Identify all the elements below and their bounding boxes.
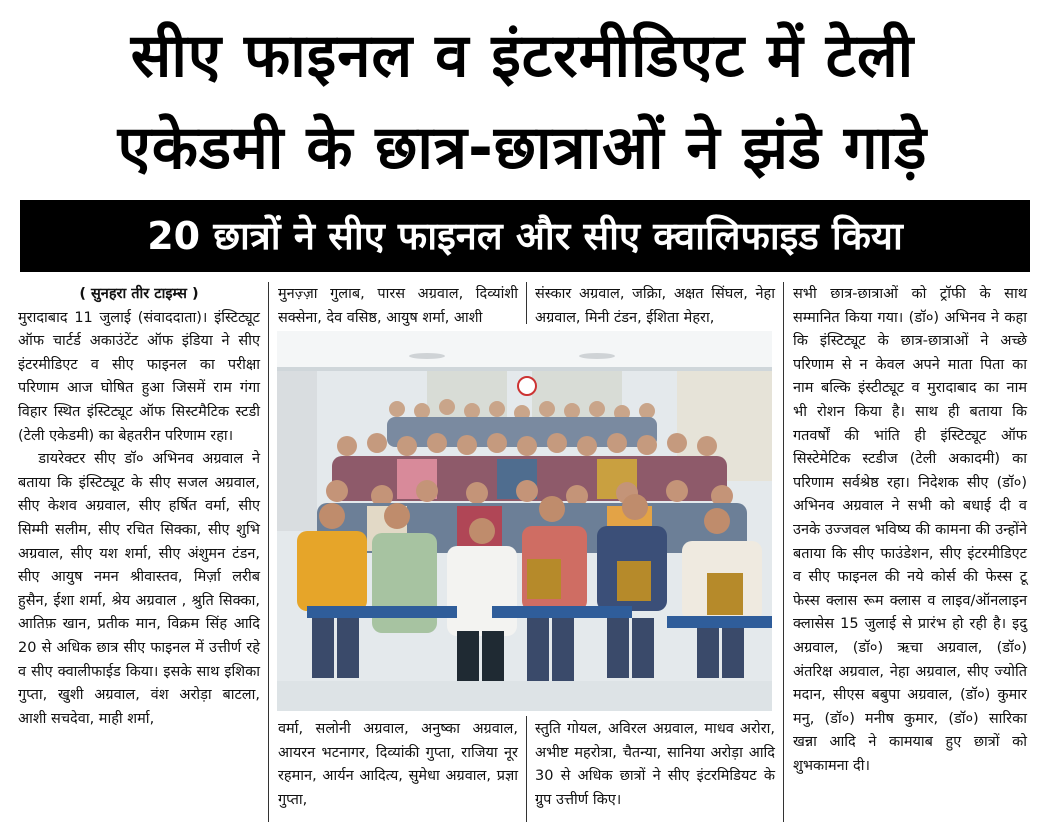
group-photo-illustration: [277, 331, 772, 711]
article-column-4: [793, 283, 1027, 778]
column-rule: [783, 282, 784, 822]
column-rule: [268, 282, 269, 822]
article-paragraph: मुरादाबाद 11 जुलाई (संवाददाता)। इंस्टिट्यूट ऑफ चार्टर्ड अकाउंटेंट ऑफ इंडिया ने सीए इंटरमीडिएट व सीए फाइनल का परीक्षा परिणाम आज घोषित हुआ जिसमें राम गंगा विहार स्थित इंस्टिट्यूट ऑफ सिस्टमैटिक स्टडी (टेली एकेडमी) का बेहतरीन परिणाम रहा।: [18, 309, 260, 444]
group-photo: [277, 331, 772, 711]
article-paragraph: सभी छात्र-छात्राओं को ट्रॉफी के साथ सम्मानित किया गया। (डॉ०) अभिनव ने कहा कि इंस्टिट्यूट के छात्र-छात्राओं ने अच्छे परिणाम से न केवल अपने माता पिता का नाम बल्कि इंस्टीट्यूट व मुरादाबाद का नाम भी रोशन किया है। साथ ही बताया कि गतवर्षों की भांति ही इंस्टिट्यूट ऑफ सिस्टेमेटिक स्टडीज (टेली अकादमी) का परिणाम सर्वश्रेष्ठ रहा। निदेशक सीए (डॉ०) अभिनव अग्रवाल ने सभी को बधाई दी व उनके उज्जवल भविष्य की कामना की उन्होंने बताया कि सीए फाउंडेशन, सीए इंटरमीडिएट व सीए फाइनल की नये कोर्स की फेस्स टू फेस्स क्लास रूम क्लास व लाइव/ऑनलाइन क्लासेस 15 जुलाई से प्रारंभ हो रही है। इदु अग्रवाल, (डॉ०) ऋचा अग्रवाल, (डॉ०) अंतरिक्ष अग्रवाल, नेहा अग्रवाल, सीए ज्योति मदान, सीएस बबुपा अग्रवाल, (डॉ०) कुमार मनु, (डॉ०) मनीष कुमार, (डॉ०) सारिका खन्ना आदि ने कामयाब हुए छात्रों को शुभकामना दी।: [793, 286, 1027, 774]
article-column-1: [18, 283, 260, 731]
headline-line-1: सीए फाइनल व इंटरमीडिएट में टेली: [130, 21, 915, 91]
article-column-2-bottom: [278, 718, 518, 812]
column-rule: [526, 282, 527, 324]
subheadline-banner: 20 छात्रों ने सीए फाइनल और सीए क्वालिफाइड किया: [20, 200, 1030, 272]
article-column-3-top: [535, 283, 775, 330]
article-paragraph: संस्कार अग्रवाल, जक्रिा, अक्षत सिंघल, नेहा अग्रवाल, मिनी टंडन, ईशिता मेहरा,: [535, 286, 775, 326]
article-paragraph: डायरेक्टर सीए डॉ० अभिनव अग्रवाल ने बताया कि इंस्टिट्यूट के सीए सजल अग्रवाल, सीए केशव अग्रवाल, सीए हर्षित वर्मा, सीए सिम्मी सलीम, सीए रचित सिक्का, सीए शुभि अग्रवाल, सीए यश शर्मा, सीए अंशुमन टंडन, सीए आयुष नमन श्रीवास्तव, मिर्ज़ा लरीब हुसैन, ईशा शर्मा, श्रेय अग्रवाल , श्रुति सिक्का, आतिफ़ खान, प्रतीक मान, विक्रम सिंह आदि 20 से अधिक छात्र सीए फाइनल में उत्तीर्ण रहे व सीए क्वालीफाईड किया। इसके साथ इशिका गुप्ता, खुशी अग्रवाल, वंश अरोड़ा बाटला, आशी सचदेवा, माही शर्मा,: [18, 451, 260, 727]
column-rule: [526, 716, 527, 822]
article-column-3-bottom: [535, 718, 775, 812]
article-column-2-top: [278, 283, 518, 330]
headline-line-2: एकेडमी के छात्र-छात्राओं ने झंडे गाड़े: [117, 113, 928, 183]
article-paragraph: वर्मा, सलोनी अग्रवाल, अनुष्का अग्रवाल, आयरन भटनागर, दिव्यांकी गुप्ता, राजिया नूर रहमान, आर्यन आदित्य, सुमेधा अग्रवाल, प्रज्ञा गुप्ता,: [278, 721, 518, 808]
article-paragraph: मुनज़्ज़ा गुलाब, पारस अग्रवाल, दिव्यांशी सक्सेना, देव वसिष्ठ, आयुष शर्मा, आशी: [278, 286, 518, 326]
article-paragraph: स्तुति गोयल, अविरल अग्रवाल, माधव अरोरा, अभीष्ट महरोत्रा, चैतन्या, सानिया अरोड़ा आदि 30 से अधिक छात्रों ने सीए इंटरमिडियट के ग्रुप उत्तीर्ण किए।: [535, 721, 775, 808]
source-credit: ( सुनहरा तीर टाइम्स ): [79, 286, 199, 302]
